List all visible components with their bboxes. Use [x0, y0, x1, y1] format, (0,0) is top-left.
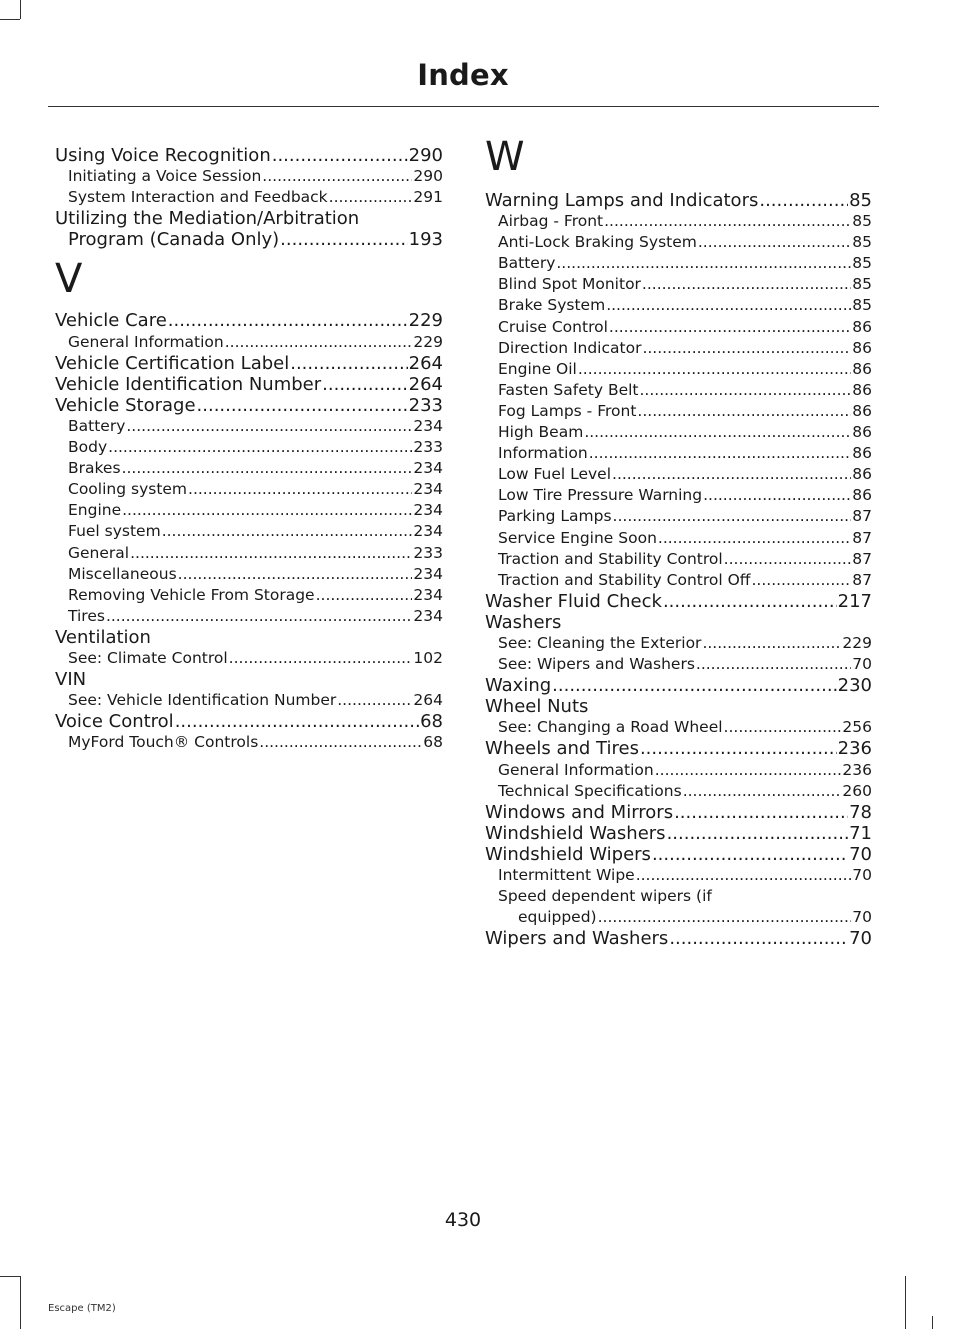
dot-leader	[578, 359, 851, 380]
dot-leader	[262, 166, 412, 187]
dot-leader	[724, 549, 852, 570]
crop-mark	[905, 1276, 906, 1329]
entry-label: Low Tire Pressure Warning	[498, 486, 703, 505]
entry-label: Wheels and Tires	[485, 738, 639, 760]
entry-label: Airbag - Front	[498, 212, 604, 231]
entry-label: Initiating a Voice Session	[68, 167, 262, 186]
entry-page-number: 86	[852, 444, 872, 463]
entry-label: Windshield Washers	[485, 822, 666, 844]
index-subentry[interactable]	[485, 760, 872, 781]
entry-page-number: 87	[852, 507, 872, 526]
index-heading: Wheel Nuts	[485, 696, 589, 718]
title-divider	[48, 106, 879, 107]
entry-label: Engine	[68, 501, 122, 520]
entry-page-number: 236	[842, 760, 872, 779]
entry-label: See: Cleaning the Exterior	[498, 633, 702, 652]
entry-page-number: 70	[849, 843, 872, 865]
dot-leader	[108, 437, 412, 458]
index-heading: Speed dependent wipers (if	[498, 887, 712, 906]
dot-leader	[122, 500, 412, 521]
entry-label: Fuel system	[68, 522, 161, 541]
entry-label: Low Fuel Level	[498, 465, 612, 484]
index-subentry[interactable]	[55, 500, 443, 521]
index-subentry[interactable]	[485, 274, 872, 295]
index-subentry[interactable]	[55, 479, 443, 500]
dot-leader	[612, 464, 851, 485]
index-subentry[interactable]	[485, 211, 872, 232]
dot-leader	[598, 907, 852, 928]
index-subentry[interactable]	[55, 732, 443, 753]
entry-page-number: 264	[408, 352, 443, 374]
entry-label: Body	[68, 438, 108, 457]
index-subentry[interactable]	[485, 549, 872, 570]
entry-page-number: 234	[413, 564, 443, 583]
entry-page-number: 193	[408, 229, 443, 251]
dot-leader	[259, 732, 422, 753]
entry-label: Fog Lamps - Front	[498, 401, 637, 420]
index-subentry[interactable]	[55, 187, 443, 208]
index-entry[interactable]	[55, 353, 443, 374]
index-subentry[interactable]	[485, 781, 872, 802]
dot-leader	[290, 353, 407, 374]
entry-page-number: 87	[852, 570, 872, 589]
entry-label: Cruise Control	[498, 317, 608, 336]
dot-leader	[642, 274, 851, 295]
entry-page-number: 87	[852, 549, 872, 568]
crop-mark	[932, 1316, 933, 1329]
entry-page-number: 71	[849, 822, 872, 844]
entry-label: Battery	[498, 254, 556, 273]
entry-page-number: 234	[413, 480, 443, 499]
entry-label: Using Voice Recognition	[55, 145, 271, 166]
entry-label: See: Vehicle Identification Number	[68, 691, 337, 710]
entry-label: General Information	[498, 760, 654, 779]
index-subentry[interactable]	[485, 317, 872, 338]
entry-page-number: 260	[842, 781, 872, 800]
entry-page-number: 85	[852, 212, 872, 231]
entry-page-number: 234	[413, 459, 443, 478]
entry-page-number: 230	[837, 675, 872, 697]
entry-label: Washer Fluid Check	[485, 590, 662, 612]
entry-label: equipped)	[518, 908, 597, 927]
entry-label: Anti-Lock Braking System	[498, 233, 697, 252]
index-subentry[interactable]	[55, 416, 443, 437]
dot-leader	[759, 190, 848, 211]
dot-leader	[696, 654, 851, 675]
dot-leader	[322, 374, 407, 395]
entry-page-number: 233	[408, 394, 443, 416]
entry-label: General Information	[68, 332, 224, 351]
entry-page-number: 264	[413, 691, 443, 710]
entry-page-number: 233	[413, 438, 443, 457]
entry-label: High Beam	[498, 423, 584, 442]
entry-label: MyFord Touch® Controls	[68, 733, 259, 752]
index-subentry[interactable]	[485, 380, 872, 401]
dot-leader	[640, 738, 837, 759]
entry-page-number: 234	[413, 501, 443, 520]
entry-label: Traction and Stability Control Off	[498, 570, 751, 589]
entry-page-number: 264	[408, 373, 443, 395]
entry-label: Miscellaneous	[68, 564, 177, 583]
index-subentry[interactable]	[485, 295, 872, 316]
entry-page-number: 291	[413, 188, 443, 207]
index-subentry[interactable]	[485, 485, 872, 506]
index-subentry[interactable]	[485, 401, 872, 422]
dot-leader	[552, 675, 836, 696]
index-subentry[interactable]	[485, 633, 872, 654]
index-entry[interactable]	[55, 145, 443, 166]
index-entry[interactable]	[485, 675, 872, 696]
crop-mark	[20, 1276, 21, 1329]
index-subentry[interactable]	[485, 717, 872, 738]
dot-leader	[669, 928, 848, 949]
entry-page-number: 102	[413, 648, 443, 667]
entry-label: Engine Oil	[498, 359, 577, 378]
index-subentry[interactable]	[55, 606, 443, 627]
dot-leader	[703, 485, 851, 506]
dot-leader	[316, 585, 413, 606]
index-subentry[interactable]	[55, 564, 443, 585]
dot-leader	[122, 458, 413, 479]
dot-leader	[751, 570, 851, 591]
dot-leader	[637, 401, 851, 422]
index-heading: Utilizing the Mediation/Arbitration	[55, 208, 360, 230]
dot-leader	[178, 564, 413, 585]
index-subentry[interactable]	[485, 359, 872, 380]
dot-leader	[663, 591, 837, 612]
index-entry[interactable]	[55, 711, 443, 732]
entry-page-number: 234	[413, 606, 443, 625]
entry-label: See: Changing a Road Wheel	[498, 718, 723, 737]
crop-mark	[0, 19, 20, 20]
entry-page-number: 68	[420, 711, 443, 733]
index-subentry[interactable]	[485, 443, 872, 464]
entry-label: Fasten Safety Belt	[498, 380, 639, 399]
entry-label: Brakes	[68, 459, 121, 478]
dot-leader	[652, 844, 848, 865]
entry-page-number: 229	[408, 310, 443, 332]
index-subentry[interactable]	[55, 458, 443, 479]
entry-label: General	[68, 543, 130, 562]
dot-leader	[556, 253, 851, 274]
index-column-right	[485, 134, 872, 949]
dot-leader	[130, 543, 412, 564]
entry-page-number: 85	[852, 275, 872, 294]
entry-page-number: 86	[852, 486, 872, 505]
dot-leader	[698, 232, 851, 253]
entry-label: Intermittent Wipe	[498, 866, 635, 884]
dot-leader	[655, 760, 842, 781]
crop-mark	[20, 0, 21, 19]
dot-leader	[609, 317, 851, 338]
entry-page-number: 70	[852, 655, 872, 674]
entry-page-number: 86	[852, 317, 872, 336]
index-entry[interactable]	[55, 374, 443, 395]
index-subentry[interactable]	[485, 253, 872, 274]
dot-leader	[674, 802, 848, 823]
index-subentry[interactable]	[485, 907, 872, 928]
index-subentry[interactable]	[55, 690, 443, 711]
entry-page-number: 86	[852, 401, 872, 420]
dot-leader	[604, 211, 851, 232]
entry-label: Battery	[68, 416, 126, 435]
entry-label: Brake System	[498, 296, 606, 315]
entry-label: Windows and Mirrors	[485, 801, 674, 823]
entry-page-number: 70	[852, 908, 872, 927]
index-heading: VIN	[55, 669, 87, 691]
entry-label: Technical Specifications	[498, 781, 682, 800]
entry-label: See: Climate Control	[68, 648, 228, 667]
index-subentry[interactable]	[485, 422, 872, 443]
dot-leader	[168, 310, 408, 331]
entry-label: Voice Control	[55, 711, 174, 733]
index-subentry[interactable]	[485, 865, 872, 886]
dot-leader	[162, 521, 413, 542]
entry-page-number: 85	[852, 233, 872, 252]
dot-leader	[188, 479, 412, 500]
entry-page-number: 256	[842, 718, 872, 737]
index-subentry[interactable]	[55, 332, 443, 353]
footer-model: Escape (TM2)	[48, 1303, 116, 1314]
index-subentry[interactable]	[485, 464, 872, 485]
entry-page-number: 86	[852, 338, 872, 357]
dot-leader	[225, 332, 413, 353]
dot-leader	[272, 145, 408, 166]
entry-label: Vehicle Storage	[55, 394, 196, 416]
index-subentry[interactable]	[55, 166, 443, 187]
entry-page-number: 86	[852, 423, 872, 442]
index-subentry[interactable]	[485, 506, 872, 527]
entry-page-number: 290	[408, 145, 443, 166]
entry-page-number: 85	[852, 296, 872, 315]
index-subentry[interactable]	[485, 528, 872, 549]
dot-leader	[683, 781, 842, 802]
entry-label: Program (Canada Only)	[68, 229, 280, 251]
index-subentry[interactable]	[55, 585, 443, 606]
dot-leader	[106, 606, 412, 627]
dot-leader	[175, 711, 419, 732]
entry-label: System Interaction and Feedback	[68, 188, 328, 207]
dot-leader	[584, 422, 851, 443]
entry-label: Cooling system	[68, 480, 188, 499]
dot-leader	[636, 865, 852, 886]
entry-page-number: 229	[842, 633, 872, 652]
index-subentry[interactable]	[485, 232, 872, 253]
dot-leader	[280, 229, 407, 250]
dot-leader	[229, 648, 413, 669]
dot-leader	[606, 295, 851, 316]
entry-label: Parking Lamps	[498, 507, 612, 526]
entry-label: Vehicle Care	[55, 310, 167, 332]
entry-label: Information	[498, 444, 588, 463]
dot-leader	[337, 690, 412, 711]
index-column-left	[55, 145, 443, 753]
entry-label: Direction Indicator	[498, 338, 642, 357]
index-entry[interactable]	[485, 738, 872, 759]
entry-label: See: Wipers and Washers	[498, 655, 695, 674]
dot-leader	[667, 823, 849, 844]
entry-page-number: 70	[852, 866, 872, 884]
entry-label: Warning Lamps and Indicators	[485, 190, 759, 211]
index-entry[interactable]	[55, 229, 443, 250]
entry-page-number: 70	[849, 928, 872, 950]
entry-page-number: 217	[837, 590, 872, 612]
index-heading: Ventilation	[55, 626, 151, 648]
entry-label: Blind Spot Monitor	[498, 275, 641, 294]
entry-page-number: 78	[849, 801, 872, 823]
entry-label: Waxing	[485, 675, 552, 697]
index-subentry[interactable]	[55, 437, 443, 458]
entry-page-number: 86	[852, 380, 872, 399]
entry-label: Windshield Wipers	[485, 843, 651, 865]
entry-page-number: 233	[413, 543, 443, 562]
entry-page-number: 86	[852, 359, 872, 378]
dot-leader	[197, 395, 408, 416]
dot-leader	[642, 338, 851, 359]
index-heading: Washers	[485, 611, 562, 633]
index-entry[interactable]	[485, 802, 872, 823]
dot-leader	[658, 528, 851, 549]
entry-page-number: 87	[852, 528, 872, 547]
index-entry[interactable]	[485, 591, 872, 612]
dot-leader	[589, 443, 852, 464]
entry-label: Traction and Stability Control	[498, 549, 723, 568]
index-subentry[interactable]	[55, 648, 443, 669]
dot-leader	[613, 506, 852, 527]
entry-page-number: 290	[413, 167, 443, 186]
section-letter: W	[485, 134, 525, 180]
entry-page-number: 85	[852, 254, 872, 273]
entry-page-number: 234	[413, 522, 443, 541]
entry-label: Tires	[68, 606, 105, 625]
index-subentry[interactable]	[485, 570, 872, 591]
index-subentry[interactable]	[55, 543, 443, 564]
index-entry[interactable]	[485, 190, 872, 211]
entry-label: Vehicle Certification Label	[55, 352, 290, 374]
section-letter: V	[55, 256, 83, 303]
entry-page-number: 234	[413, 585, 443, 604]
entry-page-number: 86	[852, 465, 872, 484]
entry-label: Removing Vehicle From Storage	[68, 585, 315, 604]
entry-page-number: 234	[413, 416, 443, 435]
entry-label: Vehicle Identification Number	[55, 373, 322, 395]
entry-label: Service Engine Soon	[498, 528, 657, 547]
index-entry[interactable]	[485, 844, 872, 865]
index-entry[interactable]	[55, 310, 443, 331]
entry-page-number: 236	[837, 738, 872, 760]
dot-leader	[126, 416, 412, 437]
page-title: Index	[417, 58, 509, 92]
index-subentry[interactable]	[485, 654, 872, 675]
dot-leader	[724, 717, 842, 738]
index-entry[interactable]	[485, 823, 872, 844]
index-entry[interactable]	[55, 395, 443, 416]
index-subentry[interactable]	[485, 338, 872, 359]
dot-leader	[329, 187, 413, 208]
page-number: 430	[444, 1209, 482, 1231]
dot-leader	[640, 380, 852, 401]
crop-mark	[0, 1276, 20, 1277]
entry-label: Wipers and Washers	[485, 928, 669, 950]
dot-leader	[702, 633, 841, 654]
index-subentry[interactable]	[55, 521, 443, 542]
entry-page-number: 68	[423, 733, 443, 752]
index-entry[interactable]	[485, 928, 872, 949]
entry-page-number: 85	[849, 190, 872, 211]
entry-page-number: 229	[413, 332, 443, 351]
